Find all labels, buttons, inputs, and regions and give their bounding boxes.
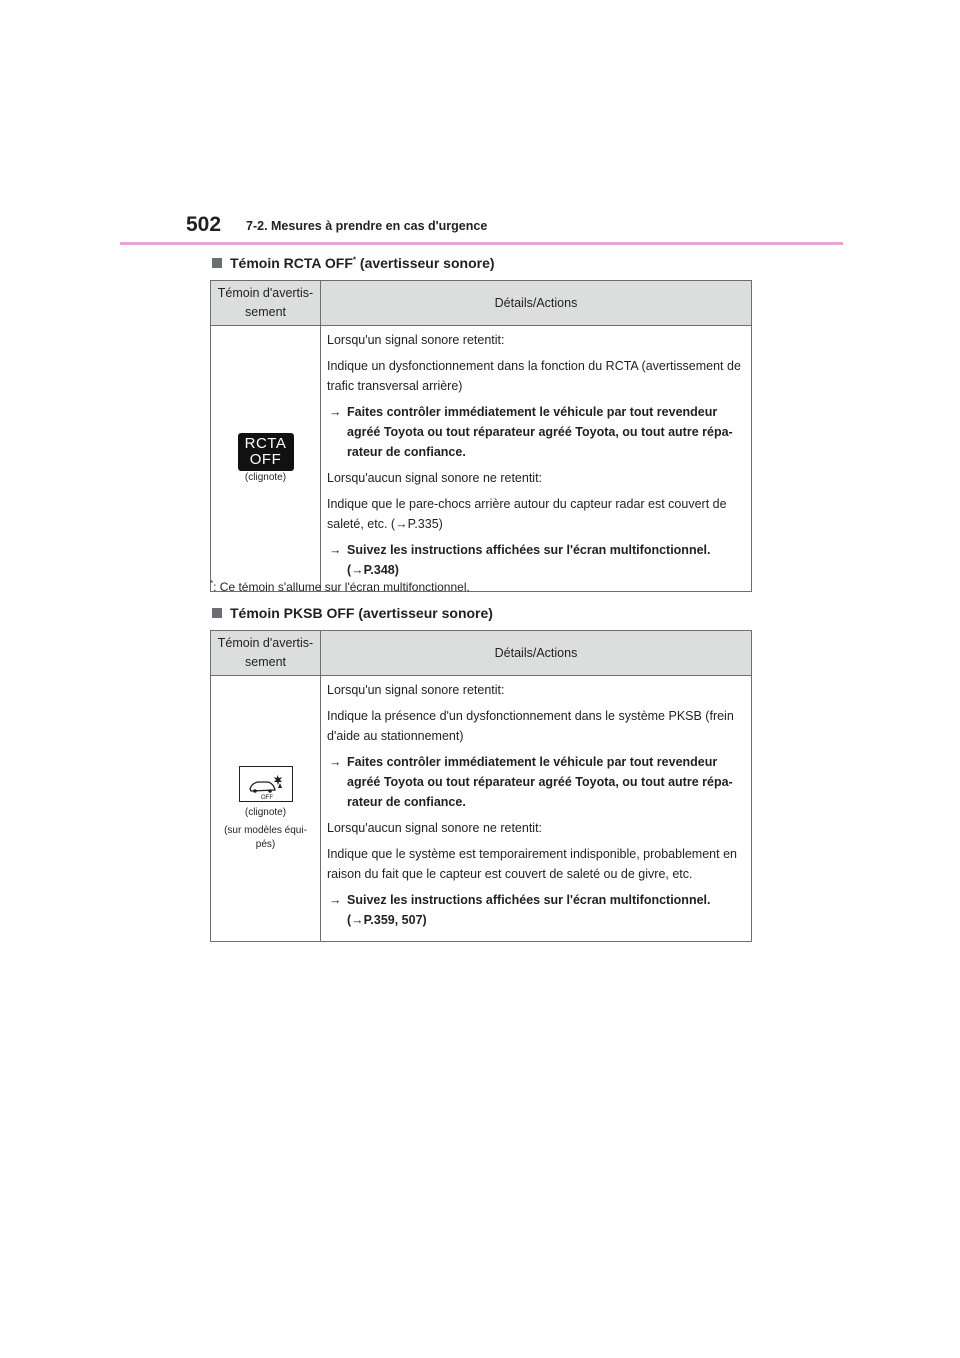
details-cell [321,326,752,592]
page-reference: P.359, 507) [363,913,427,927]
icon-note: (sur modèles équi-pés) [224,824,307,850]
arrow-right-icon: → [351,913,364,927]
case-heading: Lorsqu'un signal sonore retentit: [327,333,505,347]
indicator-cell [211,326,321,592]
pksb-warning-table [210,630,752,942]
column-header-details: Détails/Actions [321,281,752,326]
case-description: Indique que le système est temporairement indisponible, probablement en raison du fait que le capteur est couvert de saleté ou de givre, etc. [327,847,737,881]
square-bullet-icon [212,608,222,618]
details-cell [321,676,752,942]
square-bullet-icon [212,258,222,268]
case-heading: Lorsqu'aucun signal sonore ne retentit: [327,471,543,485]
arrow-right-icon: → [395,517,408,531]
page-header [0,0,960,250]
column-header-indicator: Témoin d'avertis-sement [211,281,321,326]
chapter-title: 7-2. Mesures à prendre en cas d'urgence [246,219,488,233]
action-item: → Suivez les instructions affichées sur l'écran multifonctionnel. (→P.348) [327,540,745,580]
svg-text:OFF: OFF [260,794,273,801]
icon-caption: (clignote) [244,806,287,818]
section-title-rcta: Témoin RCTA OFF* (avertisseur sonore) [212,255,495,271]
header-rule [120,242,843,245]
arrow-right-icon: → [329,755,342,769]
indicator-cell [211,676,321,942]
footnote-mark: * [352,255,357,265]
case-description: Indique que le pare-chocs arrière autour du capteur radar est couvert de saleté, etc. (→P.335) [327,497,727,531]
action-item: → Faites contrôler immédiatement le véhicule par tout revendeur agréé Toyota ou tout réparateur agréé Toyota, ou tout autre répa-rateur de confiance. [327,402,745,462]
pksb-off-icon [239,766,293,802]
case-description: Indique la présence d'un dysfonctionnement dans le système PKSB (frein d'aide au stationnement) [327,709,734,743]
case-description: Indique un dysfonctionnement dans la fonction du RCTA (avertissement de trafic transversal arrière) [327,359,741,393]
footnote-mark: * [210,579,214,588]
action-item: → Faites contrôler immédiatement le véhicule par tout revendeur agréé Toyota ou tout réparateur agréé Toyota, ou tout autre répa-rateur de confiance. [327,752,745,812]
page-reference: P.335 [407,517,439,531]
section-title-pksb: Témoin PKSB OFF (avertisseur sonore) [212,605,493,621]
case-heading: Lorsqu'aucun signal sonore ne retentit: [327,821,543,835]
arrow-right-icon: → [351,563,364,577]
rcta-warning-table [210,280,752,592]
car-sensor-icon [240,767,292,801]
rcta-off-icon: RCTA OFF [238,433,294,471]
arrow-right-icon: → [329,543,342,557]
column-header-details: Détails/Actions [321,631,752,676]
arrow-right-icon: → [329,405,342,419]
icon-caption: (clignote) [244,471,287,483]
column-header-indicator: Témoin d'avertis-sement [211,631,321,676]
case-heading: Lorsqu'un signal sonore retentit: [327,683,505,697]
page-number: 502 [186,213,222,236]
action-item: → Suivez les instructions affichées sur l'écran multifonctionnel. (→P.359, 507) [327,890,745,930]
page-reference: P.348) [363,563,399,577]
footnote: *: Ce témoin s'allume sur l'écran multifonctionnel. [210,579,470,594]
arrow-right-icon: → [329,893,342,907]
